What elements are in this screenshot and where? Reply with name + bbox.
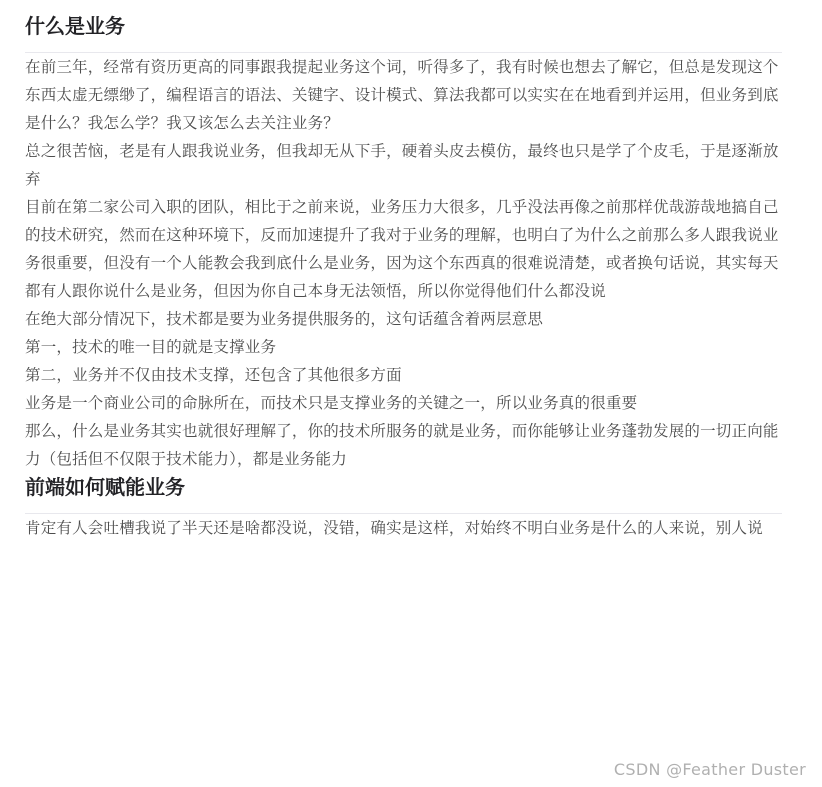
section-heading: 什么是业务 — [25, 0, 782, 53]
section-heading: 前端如何赋能业务 — [25, 473, 782, 514]
paragraph: 业务是一个商业公司的命脉所在，而技术只是支撑业务的关键之一，所以业务真的很重要 — [25, 394, 638, 412]
paragraph: 目前在第二家公司入职的团队，相比于之前来说，业务压力大很多，几乎没法再像之前那样优哉游哉地搞自己的技术研究，然而在这种环境下，反而加速提升了我对于业务的理解，也明白了为什么之前那么多人跟我说业务很重要，但没有一个人能教会我到底什么是业务，因为这个东西真的很难说清楚，或者换句话说，其实每天都有人跟你说什么是业务，但因为你自己本身无法领悟，所以你觉得他们什么都没说 — [25, 198, 779, 300]
article-content — [25, 0, 782, 542]
paragraph: 总之很苦恼，老是有人跟我说业务，但我却无从下手，硬着头皮去模仿，最终也只是学了个皮毛，于是逐渐放弃 — [25, 142, 779, 188]
watermark: CSDN @Feather Duster — [613, 760, 806, 779]
paragraph: 第二，业务并不仅由技术支撑，还包含了其他很多方面 — [25, 366, 402, 384]
paragraph: 在前三年，经常有资历更高的同事跟我提起业务这个词，听得多了，我有时候也想去了解它，但总是发现这个东西太虚无缥缈了，编程语言的语法、关键字、设计模式、算法我都可以实实在在地看到并运用，但业务到底是什么？我怎么学？我又该怎么去关注业务？ — [25, 58, 779, 132]
paragraph: 第一，技术的唯一目的就是支撑业务 — [25, 338, 277, 356]
paragraph: 在绝大部分情况下，技术都是要为业务提供服务的，这句话蕴含着两层意思 — [25, 310, 544, 328]
paragraph: 肯定有人会吐槽我说了半天还是啥都没说，没错，确实是这样，对始终不明白业务是什么的人来说，别人说 — [25, 519, 763, 537]
paragraph: 那么，什么是业务其实也就很好理解了，你的技术所服务的就是业务，而你能够让业务蓬勃发展的一切正向能力（包括但不仅限于技术能力），都是业务能力 — [25, 422, 779, 468]
